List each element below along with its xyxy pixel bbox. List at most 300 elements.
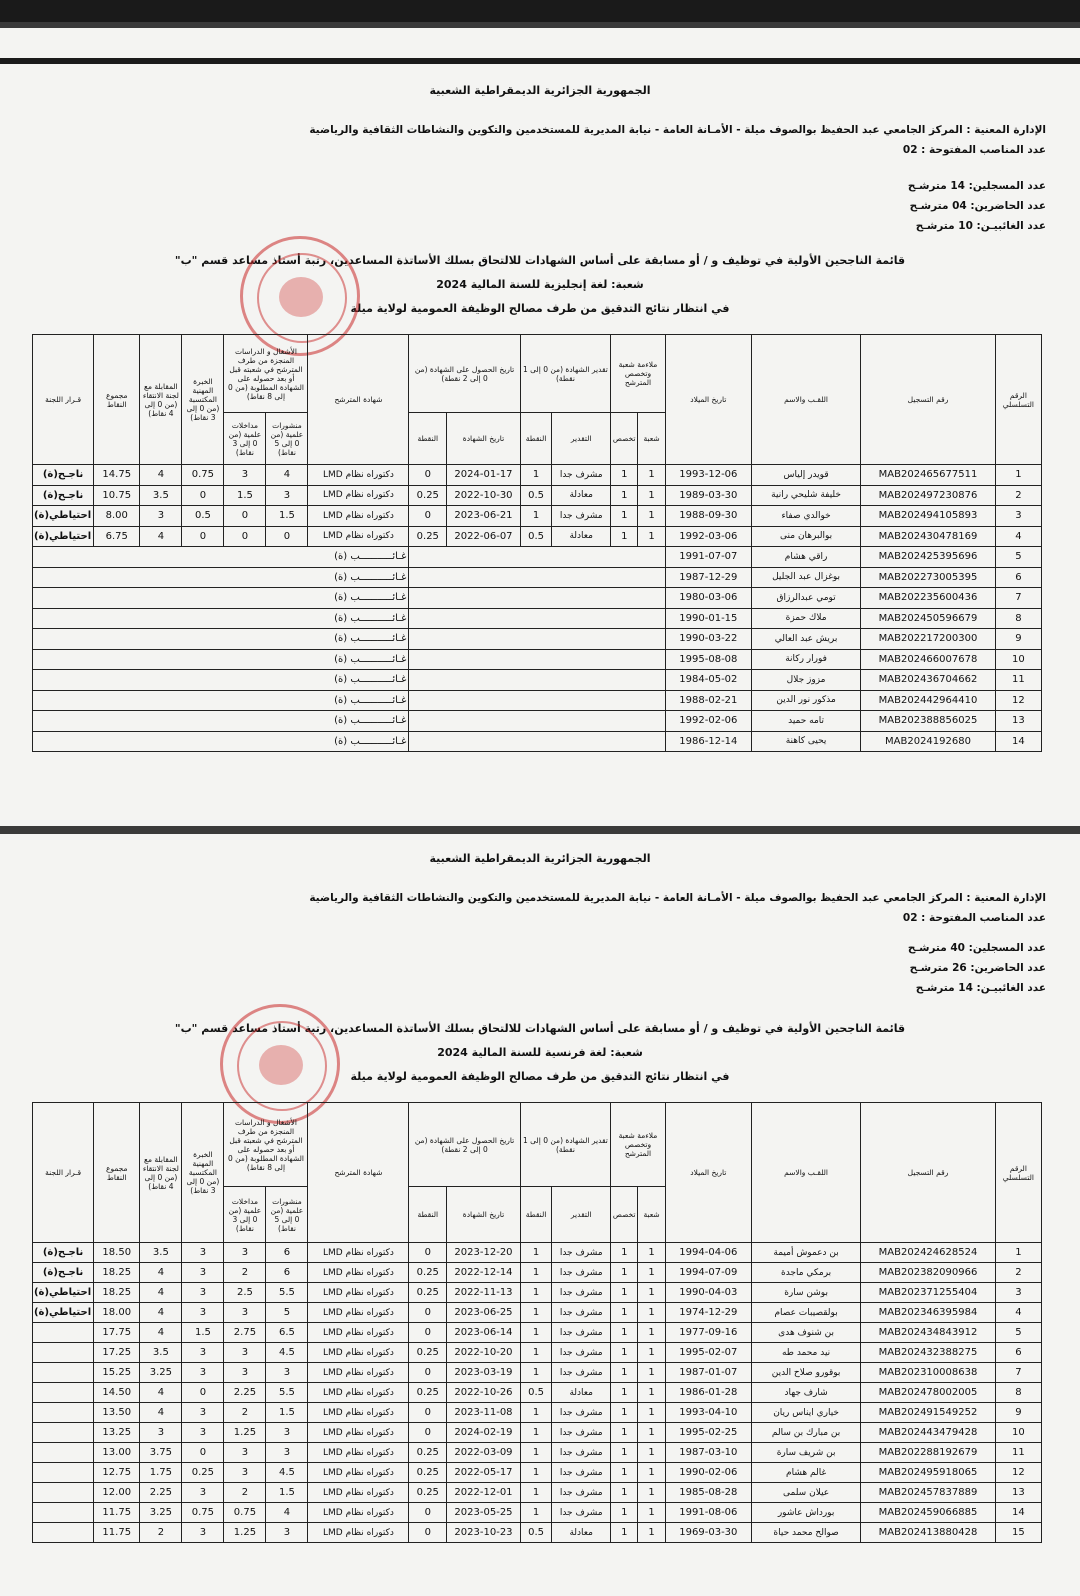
cell-decision: [33, 1443, 94, 1463]
cell-date-points: 0.25: [409, 1283, 447, 1303]
cell-empty: [409, 670, 665, 691]
cell-birthdate: 1995-02-07: [665, 1343, 751, 1363]
cell-registration: MAB202434843912: [861, 1323, 996, 1343]
cell-birthdate: 1977-09-16: [665, 1323, 751, 1343]
cell-name: بن مبارك بن سالم: [751, 1423, 860, 1443]
cell-certificate: دكتوراه نظام LMD: [308, 1243, 409, 1263]
cell-cert-date: 2023-12-20: [447, 1243, 521, 1263]
results-table: [32, 334, 1042, 752]
cell-absent: غـائـــــــــــب (ة): [33, 690, 409, 711]
cell-cert-date: 2022-11-13: [447, 1283, 521, 1303]
cell-publications: 4.5: [266, 1343, 308, 1363]
header-grade-points: النقطة: [520, 413, 552, 465]
cell-birthdate: 1991-07-07: [665, 547, 751, 568]
cell-grade-points: 0.5: [520, 526, 552, 547]
cell-conferences: 3: [224, 465, 266, 486]
cell-date-points: 0: [409, 1523, 447, 1543]
cell-experience: 3: [182, 1343, 224, 1363]
cell-serial: 11: [995, 1443, 1041, 1463]
cell-publications: 3: [266, 1443, 308, 1463]
cell-certificate: دكتوراه نظام LMD: [308, 506, 409, 527]
cell-grade: مشرف جدا: [552, 1243, 611, 1263]
cell-grade-points: 1: [520, 1403, 552, 1423]
cell-cert-date: 2023-06-21: [447, 506, 521, 527]
cell-name: تومي عبدالرزاق: [751, 588, 860, 609]
header-publications: منشورات علمية (من 0 إلى 5 نقاط): [266, 1187, 308, 1243]
cell-experience: 0: [182, 1383, 224, 1403]
header-grade-label: التقدير: [552, 1187, 611, 1243]
cell-absent: غـائـــــــــــب (ة): [33, 608, 409, 629]
cell-publications: 3: [266, 485, 308, 506]
table-row: [33, 567, 1042, 588]
header-grade-points: النقطة: [520, 1187, 552, 1243]
cell-serial: 3: [995, 1283, 1041, 1303]
cell-fit-spec: 1: [611, 1303, 638, 1323]
cell-date-points: 0: [409, 1323, 447, 1343]
cell-cert-date: 2023-05-25: [447, 1503, 521, 1523]
cell-decision: [33, 1343, 94, 1363]
table-row: [33, 506, 1042, 527]
cell-fit-spec: 1: [611, 1263, 638, 1283]
cell-empty: [409, 567, 665, 588]
cell-interview: 2.25: [140, 1483, 182, 1503]
cell-grade-points: 1: [520, 1423, 552, 1443]
cell-birthdate: 1986-01-28: [665, 1383, 751, 1403]
cell-name: بورداش عاشور: [751, 1503, 860, 1523]
cell-name: ملاك حمزة: [751, 608, 860, 629]
header-fit-branch: شعبة: [638, 413, 665, 465]
cell-cert-date: 2023-11-08: [447, 1403, 521, 1423]
cell-conferences: 3: [224, 1343, 266, 1363]
cell-serial: 4: [995, 1303, 1041, 1323]
cell-fit-branch: 1: [638, 1323, 665, 1343]
cell-fit-branch: 1: [638, 1283, 665, 1303]
results-table: [32, 1102, 1042, 1543]
cell-name: شارف جهاد: [751, 1383, 860, 1403]
cell-serial: 13: [995, 1483, 1041, 1503]
cell-serial: 8: [995, 1383, 1041, 1403]
header-total: مجموع النقاط: [94, 335, 140, 465]
cell-serial: 9: [995, 1403, 1041, 1423]
cell-serial: 15: [995, 1523, 1041, 1543]
header-certificate: شهادة المترشح: [308, 1103, 409, 1243]
cell-fit-spec: 1: [611, 485, 638, 506]
cell-name: بوقورو صلاح الدين: [751, 1363, 860, 1383]
cell-conferences: 2.25: [224, 1383, 266, 1403]
cell-birthdate: 1988-02-21: [665, 690, 751, 711]
header-experience: الخبرة المهنية المكتسبة (من 0 إلى 3 نقاط): [182, 335, 224, 465]
cell-date-points: 0.25: [409, 526, 447, 547]
cell-date-points: 0: [409, 1363, 447, 1383]
registered-count: عدد المسجلين: 40 مترشـح: [907, 942, 1046, 954]
cell-birthdate: 1990-01-15: [665, 608, 751, 629]
cell-grade-points: 1: [520, 1363, 552, 1383]
cell-birthdate: 1986-12-14: [665, 731, 751, 752]
cell-cert-date: 2024-02-19: [447, 1423, 521, 1443]
cell-cert-date: 2022-03-09: [447, 1443, 521, 1463]
cell-name: مزوز جلال: [751, 670, 860, 691]
pending-line: في انتظار نتائج التدقيق من طرف مصالح الوظيفة العمومية لولاية ميلة: [350, 1070, 730, 1083]
cell-serial: 11: [995, 670, 1041, 691]
cell-serial: 13: [995, 711, 1041, 732]
cell-date-points: 0: [409, 1403, 447, 1423]
table-row: [33, 526, 1042, 547]
cell-grade: مشرف جدا: [552, 1263, 611, 1283]
cell-name: برمكي ماجدة: [751, 1263, 860, 1283]
cell-grade-points: 1: [520, 1443, 552, 1463]
cell-date-points: 0.25: [409, 1383, 447, 1403]
cell-interview: 2: [140, 1523, 182, 1543]
cell-registration: MAB202442964410: [861, 690, 996, 711]
table-row: [33, 1283, 1042, 1303]
cell-registration: MAB202466007678: [861, 649, 996, 670]
cell-fit-branch: 1: [638, 506, 665, 527]
cell-serial: 4: [995, 526, 1041, 547]
table-row: [33, 629, 1042, 650]
header-conferences: مداخلات علمية (من 0 إلى 3 نقاط): [224, 413, 266, 465]
cell-empty: [409, 608, 665, 629]
cell-total: 13.25: [94, 1423, 140, 1443]
header-grade: تقدير الشهادة (من 0 إلى 1 نقطة): [520, 1103, 610, 1187]
cell-cert-date: 2022-12-14: [447, 1263, 521, 1283]
list-title: قائمة الناجحين الأولية في توظيف و / أو مسابقة على أساس الشهادات للالتحاق بسلك الأساتذة المساعدين، رتبة أستاذ مساعد قسم "ب": [174, 254, 906, 267]
cell-certificate: دكتوراه نظام LMD: [308, 1303, 409, 1323]
cell-fit-branch: 1: [638, 1303, 665, 1323]
cell-birthdate: 1987-12-29: [665, 567, 751, 588]
cell-experience: 3: [182, 1523, 224, 1543]
cell-name: فورار ركانة: [751, 649, 860, 670]
cell-publications: 1.5: [266, 1403, 308, 1423]
pending-line: في انتظار نتائج التدقيق من طرف مصالح الوظيفة العمومية لولاية ميلة: [350, 302, 730, 315]
cell-cert-date: 2022-10-30: [447, 485, 521, 506]
table-row: [33, 731, 1042, 752]
cell-fit-spec: 1: [611, 1403, 638, 1423]
cell-publications: 5.5: [266, 1283, 308, 1303]
cell-total: 18.25: [94, 1263, 140, 1283]
cell-publications: 6.5: [266, 1323, 308, 1343]
cell-registration: MAB202497230876: [861, 485, 996, 506]
cell-publications: 3: [266, 1523, 308, 1543]
cell-interview: 3.25: [140, 1503, 182, 1523]
cell-fit-spec: 1: [611, 465, 638, 486]
cell-cert-date: 2023-10-23: [447, 1523, 521, 1543]
cell-publications: 1.5: [266, 1483, 308, 1503]
cell-publications: 4: [266, 465, 308, 486]
cell-interview: 4: [140, 1383, 182, 1403]
cell-birthdate: 1987-01-07: [665, 1363, 751, 1383]
cell-name: خوالدي صفاء: [751, 506, 860, 527]
header-cert-date: تاريخ الحصول على الشهادة (من 0 إلى 2 نقطة): [409, 335, 520, 413]
cell-decision: ناجـح(ة): [33, 1243, 94, 1263]
cell-registration: MAB202459066885: [861, 1503, 996, 1523]
cell-grade: مشرف جدا: [552, 1363, 611, 1383]
cell-birthdate: 1991-08-06: [665, 1503, 751, 1523]
header-conferences: مداخلات علمية (من 0 إلى 3 نقاط): [224, 1187, 266, 1243]
cell-experience: 3: [182, 1263, 224, 1283]
cell-conferences: 2: [224, 1403, 266, 1423]
cell-fit-spec: 1: [611, 1323, 638, 1343]
document-page-english: [0, 28, 1080, 826]
cell-grade-points: 1: [520, 1463, 552, 1483]
registered-count: عدد المسجلين: 14 مترشـح: [907, 180, 1046, 192]
table-row: [33, 649, 1042, 670]
cell-decision: احتياطي(ة): [33, 1283, 94, 1303]
cell-absent: غـائـــــــــــب (ة): [33, 670, 409, 691]
cell-name: قويدر إلياس: [751, 465, 860, 486]
cell-grade-points: 0.5: [520, 1383, 552, 1403]
cell-grade: مشرف جدا: [552, 1483, 611, 1503]
cell-grade: مشرف جدا: [552, 1403, 611, 1423]
cell-conferences: 0.75: [224, 1503, 266, 1523]
header-decision: قـرار اللجنة: [33, 335, 94, 465]
cell-empty: [409, 731, 665, 752]
cell-interview: 4: [140, 1303, 182, 1323]
cell-decision: ناجـح(ة): [33, 1263, 94, 1283]
table-row: [33, 1523, 1042, 1543]
cell-name: بوشن سارة: [751, 1283, 860, 1303]
cell-date-points: 0: [409, 1303, 447, 1323]
cell-total: 12.00: [94, 1483, 140, 1503]
cell-decision: احتياطي(ة): [33, 1303, 94, 1323]
cell-publications: 1.5: [266, 506, 308, 527]
header-registration: رقم التسجيل: [861, 335, 996, 465]
cell-certificate: دكتوراه نظام LMD: [308, 465, 409, 486]
present-count: عدد الحاضرين: 04 مترشـح: [909, 200, 1046, 212]
document-page-french: [0, 834, 1080, 1596]
cell-serial: 5: [995, 547, 1041, 568]
cell-experience: 0: [182, 526, 224, 547]
header-grade-label: التقدير: [552, 413, 611, 465]
cell-empty: [409, 547, 665, 568]
table-row: [33, 485, 1042, 506]
republic-title: الجمهورية الجزائرية الديمقراطية الشعبية: [429, 852, 651, 865]
cell-publications: 3: [266, 1423, 308, 1443]
cell-registration: MAB202432388275: [861, 1343, 996, 1363]
cell-fit-branch: 1: [638, 1523, 665, 1543]
cell-grade: معادلة: [552, 485, 611, 506]
cell-certificate: دكتوراه نظام LMD: [308, 1503, 409, 1523]
table-row: [33, 1443, 1042, 1463]
cell-total: 17.75: [94, 1323, 140, 1343]
cell-interview: 4: [140, 526, 182, 547]
cell-cert-date: 2022-12-01: [447, 1483, 521, 1503]
cell-serial: 5: [995, 1323, 1041, 1343]
cell-certificate: دكتوراه نظام LMD: [308, 1523, 409, 1543]
cell-fit-branch: 1: [638, 1403, 665, 1423]
republic-title: الجمهورية الجزائرية الديمقراطية الشعبية: [429, 84, 651, 97]
cell-fit-branch: 1: [638, 1483, 665, 1503]
cell-date-points: 0: [409, 1423, 447, 1443]
cell-registration: MAB202443479428: [861, 1423, 996, 1443]
cell-fit-branch: 1: [638, 485, 665, 506]
cell-absent: غـائـــــــــــب (ة): [33, 567, 409, 588]
cell-conferences: 2.5: [224, 1283, 266, 1303]
cell-birthdate: 1995-02-25: [665, 1423, 751, 1443]
cell-absent: غـائـــــــــــب (ة): [33, 711, 409, 732]
cell-certificate: دكتوراه نظام LMD: [308, 1263, 409, 1283]
absent-count: عدد الغائبيـن: 10 مترشـح: [915, 220, 1046, 232]
cell-total: 6.75: [94, 526, 140, 547]
header-grade: تقدير الشهادة (من 0 إلى 1 نقطة): [520, 335, 610, 413]
cell-publications: 3: [266, 1363, 308, 1383]
cell-experience: 0.25: [182, 1463, 224, 1483]
cell-empty: [409, 649, 665, 670]
table-row: [33, 1403, 1042, 1423]
cell-total: 8.00: [94, 506, 140, 527]
table-row: [33, 1323, 1042, 1343]
cell-birthdate: 1994-04-06: [665, 1243, 751, 1263]
cell-certificate: دكتوراه نظام LMD: [308, 1383, 409, 1403]
cell-experience: 0: [182, 1443, 224, 1463]
table-row: [33, 1263, 1042, 1283]
cell-publications: 0: [266, 526, 308, 547]
cell-fit-spec: 1: [611, 1383, 638, 1403]
cell-fit-branch: 1: [638, 1263, 665, 1283]
cell-birthdate: 1993-04-10: [665, 1403, 751, 1423]
cell-total: 13.00: [94, 1443, 140, 1463]
cell-grade: مشرف جدا: [552, 1323, 611, 1343]
cell-decision: [33, 1463, 94, 1483]
cell-date-points: 0.25: [409, 1483, 447, 1503]
cell-total: 15.25: [94, 1363, 140, 1383]
cell-serial: 10: [995, 1423, 1041, 1443]
cell-date-points: 0.25: [409, 1263, 447, 1283]
table-row: [33, 465, 1042, 486]
cell-certificate: دكتوراه نظام LMD: [308, 1463, 409, 1483]
cell-date-points: 0.25: [409, 1443, 447, 1463]
cell-fit-branch: 1: [638, 1423, 665, 1443]
top-rule: [0, 58, 1080, 64]
cell-decision: [33, 1423, 94, 1443]
cell-grade-points: 1: [520, 1503, 552, 1523]
cell-grade: مشرف جدا: [552, 1423, 611, 1443]
cell-total: 14.75: [94, 465, 140, 486]
cell-experience: 0.5: [182, 506, 224, 527]
cell-registration: MAB202346395984: [861, 1303, 996, 1323]
cell-name: بوغزال عبد الجليل: [751, 567, 860, 588]
cell-birthdate: 1969-03-30: [665, 1523, 751, 1543]
header-interview: المقابلة مع لجنة الانتقاء (من 0 إلى 4 نقاط): [140, 335, 182, 465]
cell-fit-spec: 1: [611, 506, 638, 527]
cell-name: يحيى كاهنة: [751, 731, 860, 752]
cell-cert-date: 2023-06-14: [447, 1323, 521, 1343]
header-serial: الرقم التسلسلي: [995, 1103, 1041, 1243]
cell-registration: MAB202495918065: [861, 1463, 996, 1483]
cell-publications: 6: [266, 1263, 308, 1283]
cell-fit-branch: 1: [638, 1503, 665, 1523]
cell-grade: معادلة: [552, 1383, 611, 1403]
cell-name: صوالح محمد حياة: [751, 1523, 860, 1543]
cell-birthdate: 1980-03-06: [665, 588, 751, 609]
cell-publications: 4.5: [266, 1463, 308, 1483]
cell-grade-points: 1: [520, 506, 552, 527]
cell-interview: 3.75: [140, 1443, 182, 1463]
cell-serial: 1: [995, 1243, 1041, 1263]
header-fit: ملاءمة شعبة وتخصص المترشح: [611, 335, 666, 413]
cell-fit-spec: 1: [611, 1283, 638, 1303]
cell-registration: MAB202413880428: [861, 1523, 996, 1543]
cell-serial: 3: [995, 506, 1041, 527]
cell-serial: 1: [995, 465, 1041, 486]
cell-serial: 7: [995, 1363, 1041, 1383]
cell-total: 18.00: [94, 1303, 140, 1323]
cell-conferences: 3: [224, 1363, 266, 1383]
cell-interview: 4: [140, 1263, 182, 1283]
table-row: [33, 1503, 1042, 1523]
cell-date-points: 0.25: [409, 1463, 447, 1483]
cell-decision: ناجـح(ة): [33, 485, 94, 506]
cell-decision: احتياطي(ة): [33, 526, 94, 547]
header-works: الأشغال و الدراسات المنجزة من طرف المترشح في شعبته قبل أو بعد حصوله على الشهادة المطلوبة (من 0 إلى 8 نقاط): [224, 335, 308, 413]
cell-date-points: 0: [409, 1503, 447, 1523]
cell-name: خليفة شليحي رانية: [751, 485, 860, 506]
cell-serial: 2: [995, 1263, 1041, 1283]
cell-serial: 9: [995, 629, 1041, 650]
cell-interview: 3.5: [140, 485, 182, 506]
cell-birthdate: 1995-08-08: [665, 649, 751, 670]
cell-conferences: 2.75: [224, 1323, 266, 1343]
cell-fit-branch: 1: [638, 1243, 665, 1263]
cell-fit-spec: 1: [611, 526, 638, 547]
cell-conferences: 3: [224, 1443, 266, 1463]
top-dark-bar: [0, 0, 1080, 22]
cell-registration: MAB202273005395: [861, 567, 996, 588]
cell-fit-branch: 1: [638, 1463, 665, 1483]
cell-grade-points: 0.5: [520, 485, 552, 506]
cell-registration: MAB202371255404: [861, 1283, 996, 1303]
cell-experience: 3: [182, 1423, 224, 1443]
cell-experience: 0: [182, 485, 224, 506]
table-row: [33, 1483, 1042, 1503]
cell-fit-branch: 1: [638, 465, 665, 486]
cell-absent: غـائـــــــــــب (ة): [33, 547, 409, 568]
cell-empty: [409, 629, 665, 650]
cell-grade-points: 1: [520, 1323, 552, 1343]
cell-publications: 6: [266, 1243, 308, 1263]
table-row: [33, 547, 1042, 568]
cell-conferences: 0: [224, 526, 266, 547]
cell-decision: [33, 1523, 94, 1543]
cell-publications: 4: [266, 1503, 308, 1523]
cell-fit-spec: 1: [611, 1363, 638, 1383]
cell-conferences: 3: [224, 1463, 266, 1483]
cell-date-points: 0.25: [409, 485, 447, 506]
cell-date-points: 0: [409, 1243, 447, 1263]
cell-name: نيد محمد طه: [751, 1343, 860, 1363]
cell-grade-points: 1: [520, 1483, 552, 1503]
cell-decision: [33, 1403, 94, 1423]
cell-fit-branch: 1: [638, 1443, 665, 1463]
cell-registration: MAB202217200300: [861, 629, 996, 650]
header-interview: المقابلة مع لجنة الانتقاء (من 0 إلى 4 نقاط): [140, 1103, 182, 1243]
table-row: [33, 1243, 1042, 1263]
cell-grade-points: 1: [520, 1263, 552, 1283]
cell-fit-spec: 1: [611, 1423, 638, 1443]
table-row: [33, 670, 1042, 691]
cell-conferences: 1.25: [224, 1523, 266, 1543]
cell-certificate: دكتوراه نظام LMD: [308, 1363, 409, 1383]
cell-conferences: 3: [224, 1243, 266, 1263]
header-publications: منشورات علمية (من 0 إلى 5 نقاط): [266, 413, 308, 465]
cell-name: بوالبرهان منى: [751, 526, 860, 547]
header-date-points: النقطة: [409, 413, 447, 465]
cell-serial: 10: [995, 649, 1041, 670]
table-row: [33, 711, 1042, 732]
cell-grade: مشرف جدا: [552, 465, 611, 486]
header-name: اللقـب والاسم: [751, 335, 860, 465]
cell-total: 17.25: [94, 1343, 140, 1363]
cell-experience: 3: [182, 1243, 224, 1263]
